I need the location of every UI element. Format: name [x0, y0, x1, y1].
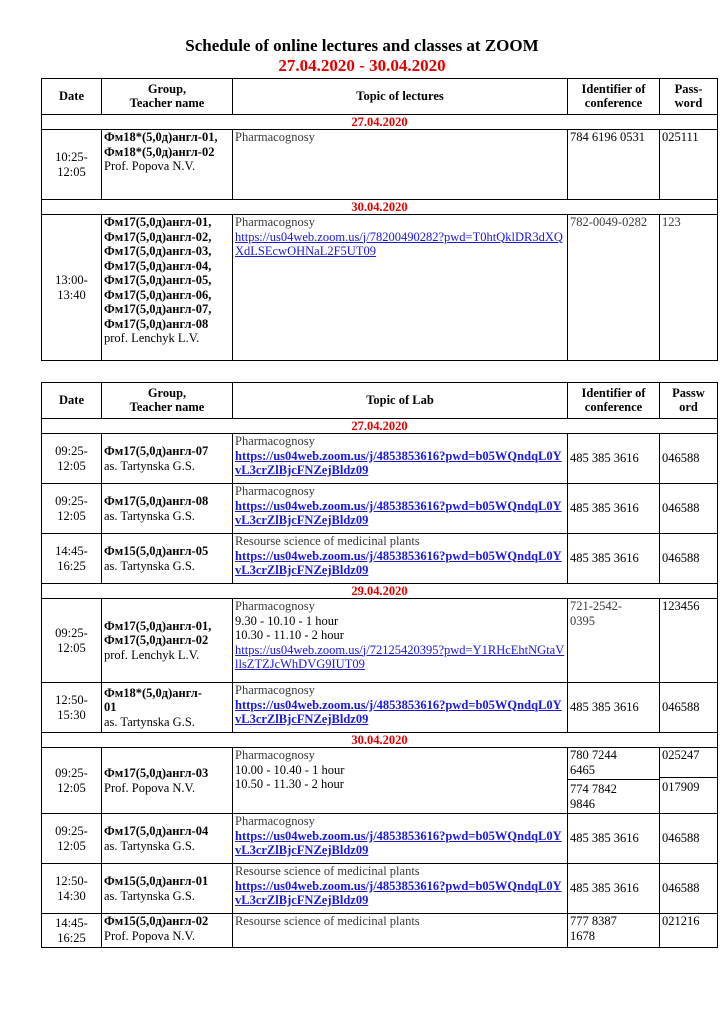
identifier-cell: 485 385 3616 — [568, 683, 660, 733]
topic-cell: Pharmacognosy https://us04web.zoom.us/j/4853853616?pwd=b05WQndqL0YvL3crZlBjcFNZejBldz09 — [233, 814, 568, 864]
password-cell: 046588 — [660, 864, 718, 914]
topic-cell: Resourse science of medicinal plants — [233, 914, 568, 948]
group-cell: Фм15(5,0д)англ-02 Prof. Popova N.V. — [102, 914, 233, 948]
table-row — [42, 215, 718, 361]
page-date-range: 27.04.2020 - 30.04.2020 — [278, 56, 446, 75]
identifier-cell: 784 6196 0531 — [568, 130, 660, 200]
section-date: 27.04.2020 — [42, 419, 718, 434]
group-cell: Фм18*(5,0д)англ-01, Фм18*(5,0д)англ-02 Prof. Popova N.V. — [102, 130, 233, 200]
topic-cell: Pharmacognosy https://us04web.zoom.us/j/4853853616?pwd=b05WQndqL0YvL3crZlBjcFNZejBldz09 — [233, 484, 568, 534]
group-cell: Фм17(5,0д)англ-07 as. Tartynska G.S. — [102, 434, 233, 484]
group-cell: Фм17(5,0д)англ-01, Фм17(5,0д)англ-02, Фм17(5,0д)англ-03, Фм17(5,0д)англ-04, Фм17(5,0д)англ-05, Фм17(5,0д)англ-06, Фм17(5,0д)англ-07, Фм17(5,0д)англ-08 prof. Lenchyk L.V. — [102, 215, 233, 361]
lectures-table — [41, 78, 718, 361]
header-identifier: Identifier of conference — [568, 79, 660, 115]
time-cell: 10:25- 12:05 — [42, 130, 102, 200]
zoom-link[interactable]: https://us04web.zoom.us/j/4853853616?pwd=b05WQndqL0YvL3crZlBjcFNZejBldz09 — [235, 498, 562, 527]
group-cell: Фм17(5,0д)англ-04 as. Tartynska G.S. — [102, 814, 233, 864]
table-row — [42, 748, 718, 814]
identifier-cell: 780 7244 6465 774 7842 9846 — [568, 748, 660, 814]
header-identifier: Identifier of conference — [568, 383, 660, 419]
topic-cell: Pharmacognosy 10.00 - 10.40 - 1 hour 10.50 - 11.30 - 2 hour — [233, 748, 568, 814]
time-cell: 14:45- 16:25 — [42, 534, 102, 584]
password-cell: 046588 — [660, 814, 718, 864]
table-row — [42, 484, 718, 534]
page-title: Schedule of online lectures and classes at ZOOM — [185, 36, 539, 55]
time-cell: 14:45- 16:25 — [42, 914, 102, 948]
group-cell: Фм17(5,0д)англ-03 Prof. Popova N.V. — [102, 748, 233, 814]
table-row — [42, 534, 718, 584]
section-date: 30.04.2020 — [42, 200, 718, 215]
identifier-cell: 485 385 3616 — [568, 434, 660, 484]
time-cell: 12:50- 14:30 — [42, 864, 102, 914]
section-date: 29.04.2020 — [42, 584, 718, 599]
group-cell: Фм18*(5,0д)англ- 01 as. Tartynska G.S. — [102, 683, 233, 733]
table-row — [42, 864, 718, 914]
topic-cell: Pharmacognosy https://us04web.zoom.us/j/78200490282?pwd=T0htQklDR3dXQXdLSEcwOHNaL2F5UT09 — [233, 215, 568, 361]
topic-cell: Resourse science of medicinal plants https://us04web.zoom.us/j/4853853616?pwd=b05WQndqL0YvL3crZlBjcFNZejBldz09 — [233, 864, 568, 914]
password-cell: 123456 — [660, 599, 718, 683]
labs-header-row — [42, 383, 718, 419]
table-row — [42, 914, 718, 948]
table-row — [42, 683, 718, 733]
password-cell: 046588 — [660, 484, 718, 534]
topic-cell: Pharmacognosy https://us04web.zoom.us/j/4853853616?pwd=b05WQndqL0YvL3crZlBjcFNZejBldz09 — [233, 434, 568, 484]
password-cell: 046588 — [660, 683, 718, 733]
time-cell: 09:25- 12:05 — [42, 434, 102, 484]
topic-cell: Pharmacognosy — [233, 130, 568, 200]
topic-cell: Resourse science of medicinal plants https://us04web.zoom.us/j/4853853616?pwd=b05WQndqL0YvL3crZlBjcFNZejBldz09 — [233, 534, 568, 584]
identifier-cell: 721-2542- 0395 — [568, 599, 660, 683]
time-cell: 09:25- 12:05 — [42, 599, 102, 683]
identifier-cell: 485 385 3616 — [568, 534, 660, 584]
password-cell: 046588 — [660, 434, 718, 484]
lectures-header-row — [42, 79, 718, 115]
header-group: Group, Teacher name — [102, 383, 233, 419]
zoom-link[interactable]: https://us04web.zoom.us/j/4853853616?pwd=b05WQndqL0YvL3crZlBjcFNZejBldz09 — [235, 548, 562, 577]
header-date: Date — [42, 383, 102, 419]
header-topic: Topic of lectures — [233, 79, 568, 115]
zoom-link[interactable]: https://us04web.zoom.us/j/78200490282?pwd=T0htQklDR3dXQXdLSEcwOHNaL2F5UT09 — [235, 229, 563, 258]
zoom-link[interactable]: https://us04web.zoom.us/j/4853853616?pwd=b05WQndqL0YvL3crZlBjcFNZejBldz09 — [235, 878, 562, 907]
group-cell: Фм17(5,0д)англ-08 as. Tartynska G.S. — [102, 484, 233, 534]
header-password: Pass- word — [660, 79, 718, 115]
section-date: 30.04.2020 — [42, 733, 718, 748]
header-date: Date — [42, 79, 102, 115]
time-cell: 09:25- 12:05 — [42, 748, 102, 814]
identifier-cell: 485 385 3616 — [568, 864, 660, 914]
table-row — [42, 814, 718, 864]
identifier-cell: 485 385 3616 — [568, 814, 660, 864]
password-cell: 025247 017909 — [660, 748, 718, 814]
header-group: Group, Teacher name — [102, 79, 233, 115]
password-cell: 123 — [660, 215, 718, 361]
header-topic: Topic of Lab — [233, 383, 568, 419]
identifier-cell: 485 385 3616 — [568, 484, 660, 534]
zoom-link[interactable]: https://us04web.zoom.us/j/4853853616?pwd=b05WQndqL0YvL3crZlBjcFNZejBldz09 — [235, 697, 562, 726]
group-cell: Фм15(5,0д)англ-05 as. Tartynska G.S. — [102, 534, 233, 584]
password-cell: 021216 — [660, 914, 718, 948]
table-row — [42, 434, 718, 484]
labs-table — [41, 382, 718, 948]
group-cell: Фм15(5,0д)англ-01 as. Tartynska G.S. — [102, 864, 233, 914]
identifier-cell: 782-0049-0282 — [568, 215, 660, 361]
group-cell: Фм17(5,0д)англ-01, Фм17(5,0д)англ-02 prof. Lenchyk L.V. — [102, 599, 233, 683]
identifier-cell: 777 8387 1678 — [568, 914, 660, 948]
time-cell: 12:50- 15:30 — [42, 683, 102, 733]
zoom-link[interactable]: https://us04web.zoom.us/j/72125420395?pwd=Y1RHcEhtNGtaVllsZTZJcWhDVG9IUT09 — [235, 642, 565, 671]
table-row — [42, 130, 718, 200]
zoom-link[interactable]: https://us04web.zoom.us/j/4853853616?pwd=b05WQndqL0YvL3crZlBjcFNZejBldz09 — [235, 828, 562, 857]
section-date: 27.04.2020 — [42, 115, 718, 130]
topic-cell: Pharmacognosy https://us04web.zoom.us/j/4853853616?pwd=b05WQndqL0YvL3crZlBjcFNZejBldz09 — [233, 683, 568, 733]
time-cell: 13:00- 13:40 — [42, 215, 102, 361]
zoom-link[interactable]: https://us04web.zoom.us/j/4853853616?pwd=b05WQndqL0YvL3crZlBjcFNZejBldz09 — [235, 448, 562, 477]
header-password: Passw ord — [660, 383, 718, 419]
password-cell: 025111 — [660, 130, 718, 200]
password-cell: 046588 — [660, 534, 718, 584]
time-cell: 09:25- 12:05 — [42, 814, 102, 864]
table-row — [42, 599, 718, 683]
topic-cell: Pharmacognosy 9.30 - 10.10 - 1 hour 10.30 - 11.10 - 2 hour https://us04web.zoom.us/j/72125420395?pwd=Y1RHcEhtNGtaVllsZTZJcWhDVG9IUT09 — [233, 599, 568, 683]
time-cell: 09:25- 12:05 — [42, 484, 102, 534]
